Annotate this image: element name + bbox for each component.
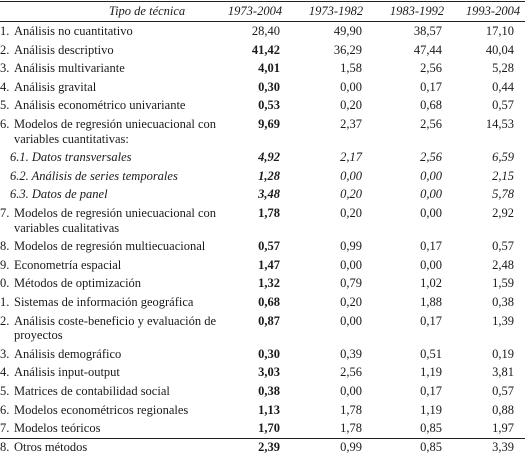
row-number: 4. xyxy=(0,79,10,94)
value-cell-1993-2004: 1,39 xyxy=(492,313,514,328)
row-number: 6. xyxy=(0,402,10,417)
value-cell-1973-2004: 9,69 xyxy=(258,117,280,131)
value-cell-1993-2004: 0,57 xyxy=(492,384,514,398)
value-cell-1973-1982: 0,20 xyxy=(340,187,362,202)
row-number: 7. xyxy=(0,421,10,436)
value-cell-1973-1982: 36,29 xyxy=(333,42,362,57)
value-cell-1983-1992: 1,19 xyxy=(420,365,442,380)
value-cell-1993-2004: 2,15 xyxy=(492,168,514,183)
value-cell-1983-1992: 2,56 xyxy=(420,61,442,76)
technique-name: Sistemas de información geográfica xyxy=(14,295,194,309)
value-cell-1993-2004: 2,92 xyxy=(492,206,514,220)
value-cell-1973-2004: 0,68 xyxy=(258,295,280,309)
value-cell-1993-2004: 2,48 xyxy=(492,257,514,272)
value-cell-1973-1982: 0,00 xyxy=(340,79,362,94)
technique-label xyxy=(0,98,225,113)
value-cell-1983-1992: 38,57 xyxy=(413,24,442,38)
value-cell-1983-1992: 1,19 xyxy=(420,402,442,417)
technique-name: Modelos teóricos xyxy=(14,421,101,436)
value-cell-1973-2004: 0,38 xyxy=(258,384,280,398)
technique-label xyxy=(0,295,225,310)
value-cell-1973-2004: 3,03 xyxy=(258,365,280,380)
row-number: 6. xyxy=(0,117,10,131)
value-cell-1973-2004: 2,39 xyxy=(258,439,280,454)
value-cell-1993-2004: 0,44 xyxy=(492,79,514,94)
value-cell-1973-2004: 4,01 xyxy=(258,61,280,76)
value-cell-1993-2004: 1,97 xyxy=(492,421,514,436)
row-number: 3. xyxy=(0,61,10,76)
technique-label xyxy=(0,276,225,291)
row-number: 2. xyxy=(0,313,10,328)
technique-name: Análisis econométrico univariante xyxy=(14,98,186,113)
value-cell-1983-1992: 0,00 xyxy=(420,257,442,272)
row-number: 4. xyxy=(0,365,10,380)
technique-name: Análisis gravital xyxy=(14,79,97,94)
technique-name: 6.2. Análisis de series temporales xyxy=(10,168,178,183)
value-cell-1973-1982: 0,99 xyxy=(340,239,362,254)
value-cell-1973-1982: 49,90 xyxy=(333,24,362,38)
value-cell-1983-1992: 2,56 xyxy=(420,117,442,131)
value-cell-1973-2004: 0,30 xyxy=(258,79,280,94)
value-cell-1973-2004: 1,13 xyxy=(258,402,280,417)
technique-name: Métodos de optimización xyxy=(14,276,142,291)
value-cell-1983-1992: 0,00 xyxy=(420,168,442,183)
row-number: 8. xyxy=(0,239,10,254)
technique-name: Modelos de regresión uniecuacional con variables cuantitativas: xyxy=(14,117,217,146)
value-cell-1983-1992: 0,17 xyxy=(420,313,442,328)
value-cell-1993-2004: 5,78 xyxy=(492,187,514,202)
technique-label xyxy=(0,169,225,184)
row-number: 1. xyxy=(0,295,10,309)
technique-name: Matrices de contabilidad social xyxy=(14,384,170,398)
value-cell-1973-1982: 0,00 xyxy=(340,384,362,398)
value-cell-1993-2004: 0,38 xyxy=(492,295,514,309)
value-cell-1983-1992: 0,17 xyxy=(420,384,442,398)
value-cell-1983-1992: 0,17 xyxy=(420,79,442,94)
value-cell-1983-1992: 0,85 xyxy=(420,421,442,436)
value-cell-1983-1992: 0,51 xyxy=(420,346,442,361)
value-cell-1973-1982: 1,78 xyxy=(340,402,362,417)
technique-name: Análisis multivariante xyxy=(14,61,125,76)
value-cell-1973-2004: 1,70 xyxy=(258,421,280,436)
technique-name: Análisis descriptivo xyxy=(14,42,114,57)
header-tipo-de-tecnica: Tipo de técnica xyxy=(108,4,186,18)
header-1983-1992: 1983-1992 xyxy=(389,4,445,18)
value-cell-1973-2004: 1,32 xyxy=(258,276,280,291)
value-cell-1993-2004: 40,04 xyxy=(485,42,514,57)
header-1973-1982: 1973-1982 xyxy=(308,4,364,18)
value-cell-1973-1982: 0,20 xyxy=(340,295,362,309)
value-cell-1973-1982: 2,56 xyxy=(340,365,362,380)
row-number: 2. xyxy=(0,42,10,57)
value-cell-1993-2004: 0,19 xyxy=(492,346,514,361)
value-cell-1973-2004: 1,78 xyxy=(258,206,280,220)
value-cell-1983-1992: 47,44 xyxy=(413,42,442,57)
value-cell-1973-2004: 28,40 xyxy=(251,24,280,38)
value-cell-1973-1982: 0,99 xyxy=(340,439,362,454)
technique-label xyxy=(0,150,225,165)
value-cell-1973-2004: 1,28 xyxy=(258,168,280,183)
value-cell-1973-2004: 4,92 xyxy=(258,150,280,165)
technique-name: Modelos de regresión multiecuacional xyxy=(14,239,206,254)
value-cell-1983-1992: 2,56 xyxy=(420,150,442,165)
technique-label xyxy=(0,421,225,436)
value-cell-1993-2004: 3,39 xyxy=(492,439,514,454)
header-1973-2004: 1973-2004 xyxy=(227,4,283,18)
value-cell-1973-1982: 0,00 xyxy=(340,168,362,183)
value-cell-1973-1982: 2,17 xyxy=(340,150,362,165)
value-cell-1973-2004: 41,42 xyxy=(251,42,280,57)
value-cell-1973-1982: 2,37 xyxy=(340,117,362,131)
technique-label xyxy=(0,80,225,95)
value-cell-1973-1982: 0,79 xyxy=(340,276,362,291)
row-number: 0. xyxy=(0,276,10,291)
value-cell-1983-1992: 0,85 xyxy=(420,439,442,454)
row-number: 8. xyxy=(0,439,10,454)
technique-label xyxy=(0,440,225,454)
header-1993-2004: 1993-2004 xyxy=(465,4,521,18)
technique-label xyxy=(0,384,225,399)
value-cell-1973-2004: 0,87 xyxy=(258,313,280,328)
technique-name: Análisis no cuantitativo xyxy=(14,24,133,38)
technique-label xyxy=(0,365,225,380)
row-number: 5. xyxy=(0,98,10,113)
technique-label xyxy=(0,403,225,418)
value-cell-1983-1992: 0,17 xyxy=(420,239,442,254)
value-cell-1973-2004: 1,47 xyxy=(258,257,280,272)
value-cell-1993-2004: 0,57 xyxy=(492,98,514,113)
value-cell-1973-1982: 0,20 xyxy=(340,98,362,113)
value-cell-1983-1992: 0,00 xyxy=(420,187,442,202)
technique-label xyxy=(0,206,225,235)
value-cell-1993-2004: 5,28 xyxy=(492,61,514,76)
technique-name: Análisis input-output xyxy=(14,365,120,380)
row-number: 3. xyxy=(0,346,10,361)
technique-label xyxy=(0,258,225,273)
table-bottom-rule xyxy=(0,438,525,439)
header-rule xyxy=(0,21,525,22)
technique-label xyxy=(0,43,225,58)
technique-label xyxy=(0,187,225,202)
technique-name: 6.1. Datos transversales xyxy=(10,150,132,165)
value-cell-1973-2004: 0,30 xyxy=(258,346,280,361)
value-cell-1983-1992: 0,68 xyxy=(420,98,442,113)
technique-label xyxy=(0,239,225,254)
value-cell-1993-2004: 3,81 xyxy=(492,365,514,380)
row-number: 1. xyxy=(0,24,10,38)
value-cell-1973-1982: 0,39 xyxy=(340,346,362,361)
value-cell-1993-2004: 0,57 xyxy=(492,239,514,254)
value-cell-1973-1982: 0,00 xyxy=(340,313,362,328)
value-cell-1973-1982: 0,00 xyxy=(340,257,362,272)
table-top-rule xyxy=(0,1,525,2)
technique-name: Econometría espacial xyxy=(14,257,122,272)
technique-label xyxy=(0,347,225,362)
value-cell-1973-1982: 1,78 xyxy=(340,421,362,436)
value-cell-1993-2004: 1,59 xyxy=(492,276,514,291)
row-number: 9. xyxy=(0,257,10,272)
technique-name: 6.3. Datos de panel xyxy=(10,187,108,202)
value-cell-1983-1992: 1,88 xyxy=(420,295,442,309)
technique-name: Modelos de regresión uniecuacional con variables cualitativas xyxy=(14,206,217,235)
value-cell-1993-2004: 14,53 xyxy=(485,117,514,131)
value-cell-1983-1992: 0,00 xyxy=(420,206,442,220)
technique-label xyxy=(0,61,225,76)
technique-name: Modelos econométricos regionales xyxy=(14,402,189,417)
value-cell-1973-2004: 3,48 xyxy=(258,187,280,202)
value-cell-1973-2004: 0,57 xyxy=(258,239,280,254)
value-cell-1973-2004: 0,53 xyxy=(258,98,280,113)
technique-label xyxy=(0,314,225,343)
technique-label xyxy=(0,24,225,39)
technique-name: Análisis demográfico xyxy=(14,346,122,361)
technique-name: Análisis coste-beneficio y evaluación de proyectos xyxy=(14,313,217,343)
technique-label xyxy=(0,117,225,146)
technique-name: Otros métodos xyxy=(14,439,88,454)
value-cell-1993-2004: 6,59 xyxy=(492,150,514,165)
value-cell-1993-2004: 17,10 xyxy=(485,24,514,38)
row-number: 7. xyxy=(0,206,10,220)
value-cell-1973-1982: 0,20 xyxy=(340,206,362,220)
value-cell-1993-2004: 0,88 xyxy=(492,402,514,417)
value-cell-1973-1982: 1,58 xyxy=(340,61,362,76)
row-number: 5. xyxy=(0,384,10,398)
value-cell-1983-1992: 1,02 xyxy=(420,276,442,291)
